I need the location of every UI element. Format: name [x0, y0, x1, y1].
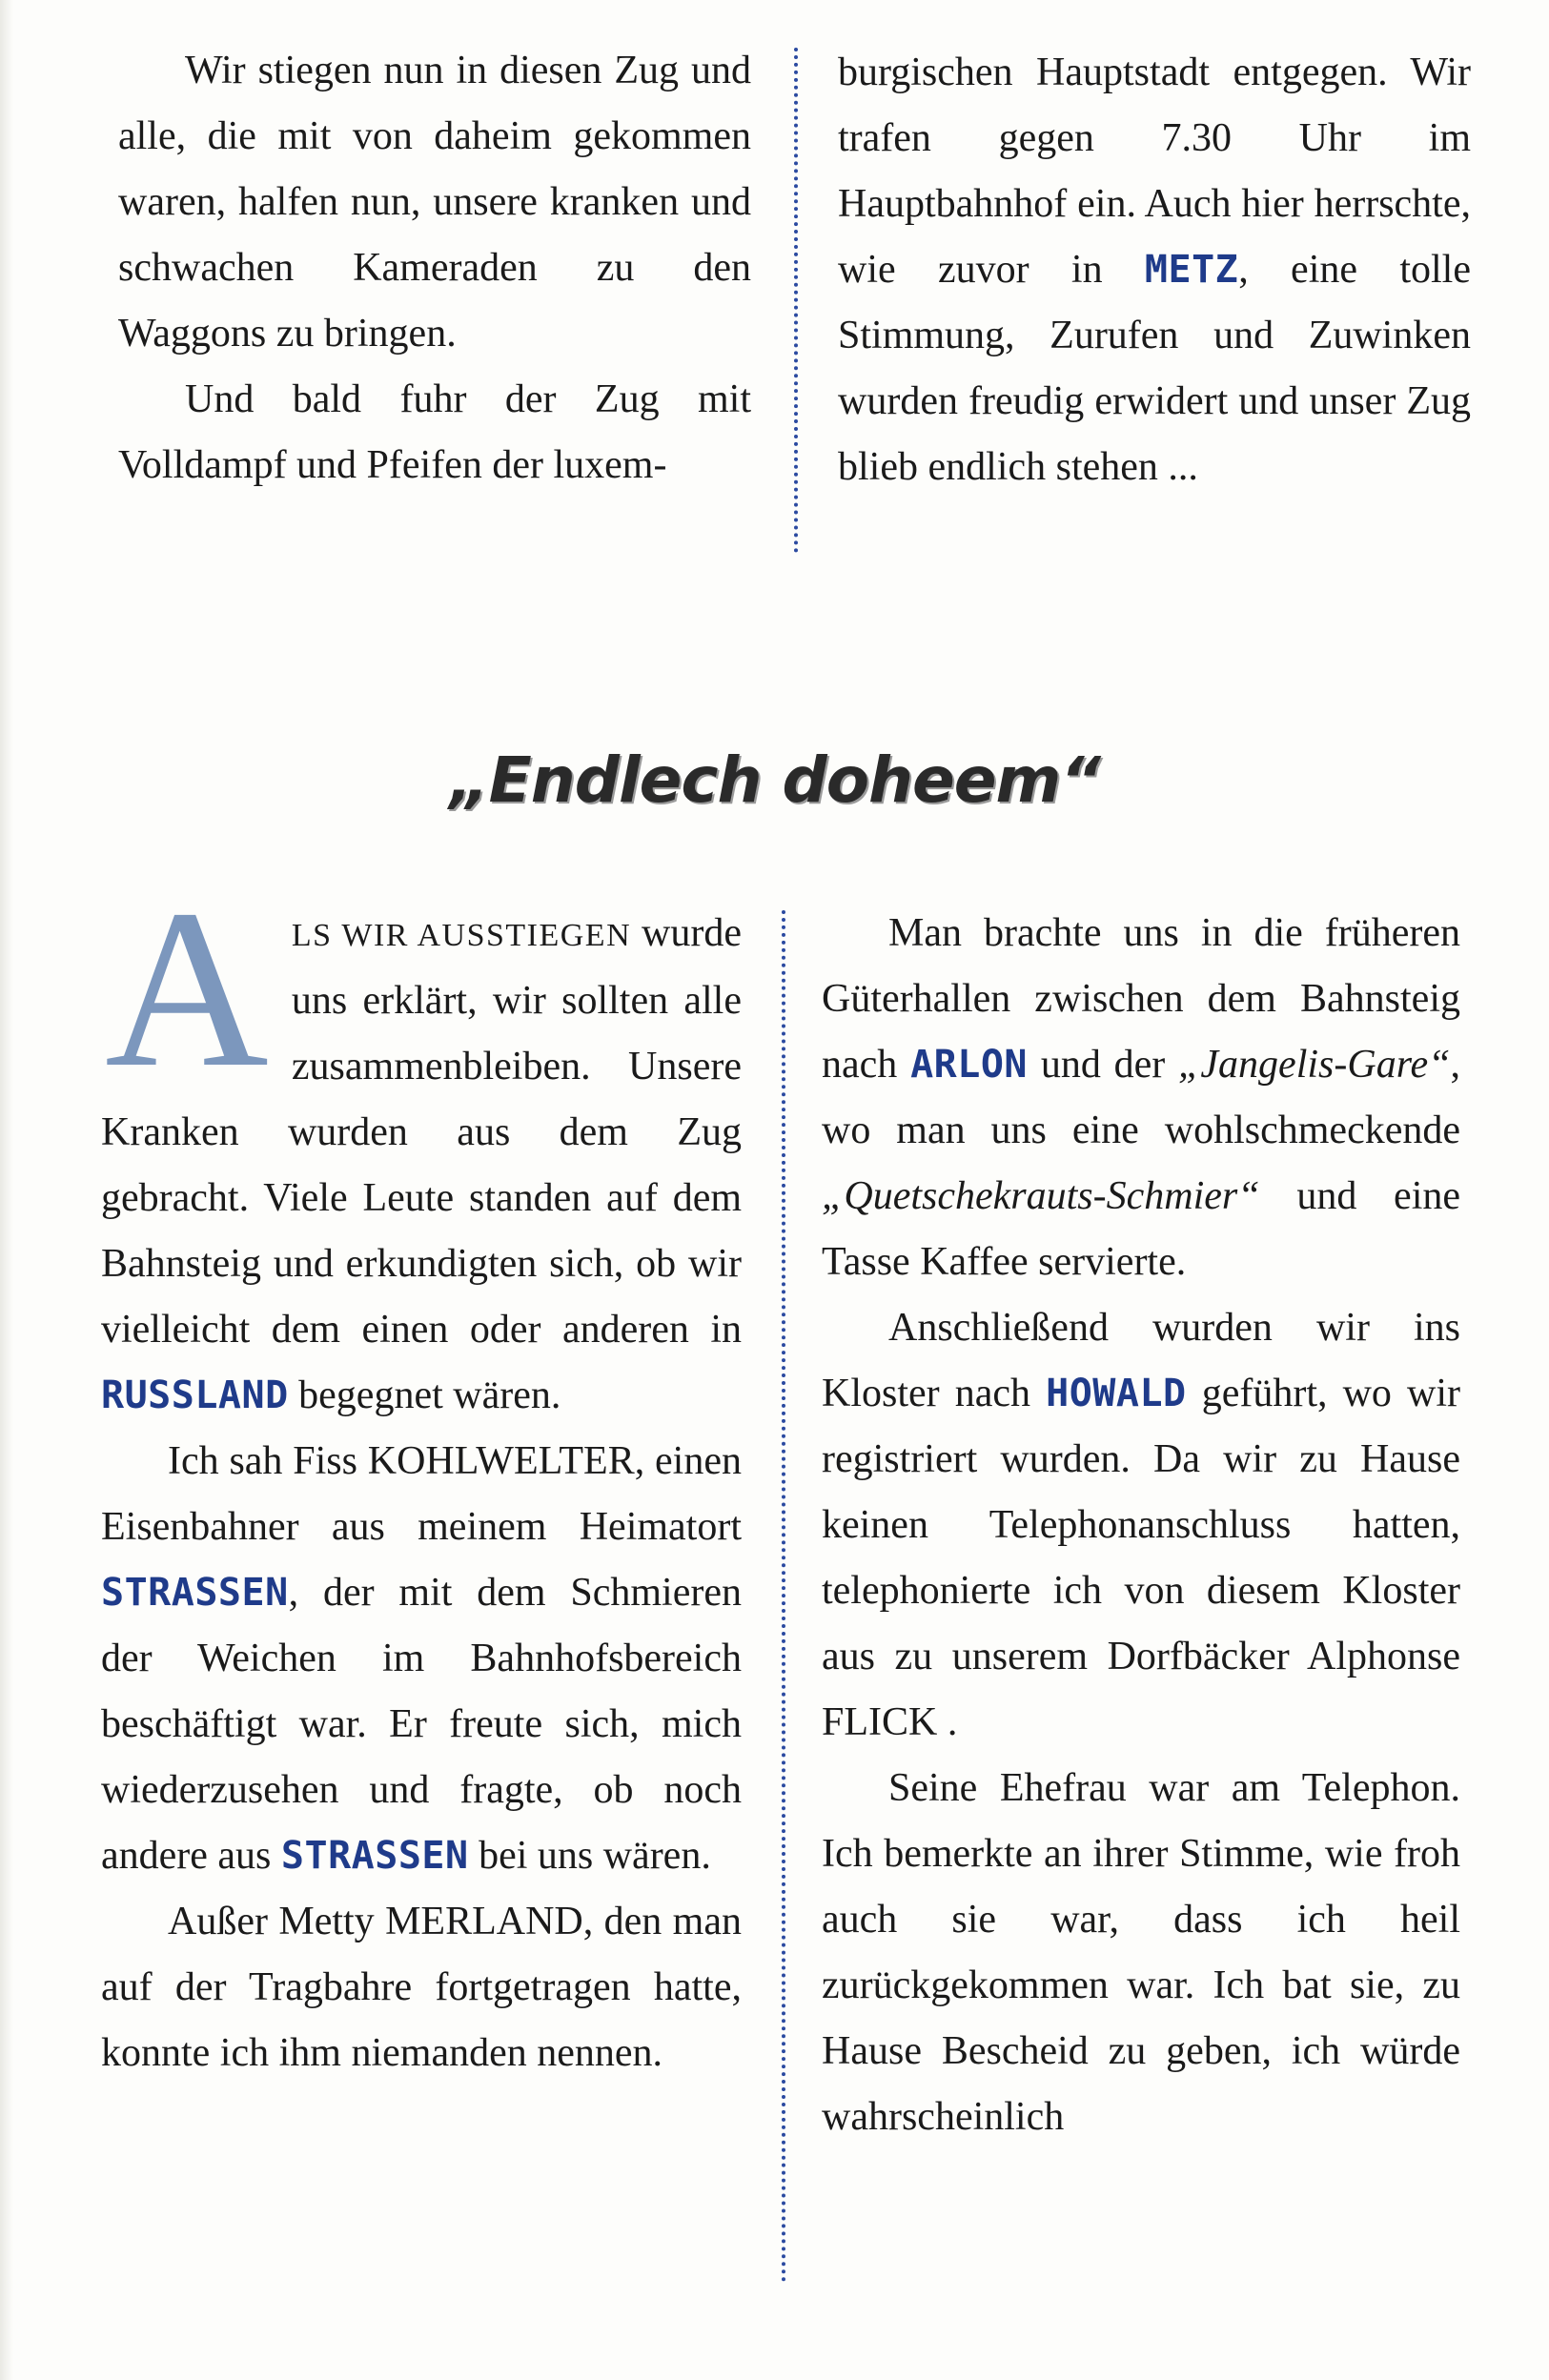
paragraph: Wir stiegen nun in diesen Zug und alle, die mit von daheim gekommen waren, halfen nun, unsere kranken und schwachen Kameraden zu den Waggons zu bringen. [118, 49, 751, 356]
quoted-term: „Quetschekrauts-Schmier“ [822, 1174, 1260, 1218]
column-divider [782, 910, 785, 2283]
text-run: bei uns wären. [468, 1834, 711, 1878]
paragraph [822, 901, 1460, 1295]
paragraph [101, 864, 742, 1429]
paragraph [101, 1429, 742, 1889]
text-run: , eine tolle Stimmung, Zurufen und Zuwinken wurden freudig erwidert und unser Zug blieb endlich stehen ... [838, 248, 1471, 489]
top-right-column [838, 40, 1471, 500]
place-name: METZ [1144, 248, 1239, 292]
text-run: begegnet wären. [288, 1373, 561, 1417]
column-divider [794, 48, 798, 553]
place-name: RUSSLAND [101, 1373, 289, 1417]
small-caps-lead: LS WIR AUSSTIEGEN [291, 918, 632, 953]
text-run: Man brachte uns in die früheren Güterhallen zwischen dem Bahnsteig nach [822, 911, 1460, 1087]
place-name: HOWALD [1046, 1372, 1187, 1415]
paragraph: Und bald fuhr der Zug mit Volldampf und Pfeifen der luxem- [118, 377, 751, 487]
text-run: , der mit dem Schmieren der Weichen im Bahnhofsbereich beschäftigt war. Er freute sich, mich wiederzusehen und fragte, ob noch andere aus [101, 1571, 742, 1878]
page-edge-shadow [0, 0, 13, 2380]
text-run: Ich sah Fiss KOHLWELTER, einen Eisenbahner aus meinem Heimatort [101, 1439, 742, 1549]
drop-cap: A [105, 864, 269, 1114]
paragraph [838, 40, 1471, 500]
paragraph [822, 1295, 1460, 1756]
place-name: STRASSEN [280, 1834, 469, 1878]
bottom-left-column [101, 864, 742, 2086]
paragraph: Außer Metty MERLAND, den man auf der Tragbahre fortgetragen hatte, konnte ich ihm niemanden nennen. [101, 1900, 742, 2075]
paragraph: Seine Ehefrau war am Telephon. Ich bemerkte an ihrer Stimme, wie froh auch sie war, dass ich heil zurückgekommen war. Ich bat sie, zu Hause Bescheid zu geben, ich würde wahrscheinlich [822, 1766, 1460, 2139]
place-name: STRASSEN [101, 1571, 289, 1615]
text-run: wurde uns erklärt, wir sollten alle zusammenbleiben. Unsere Kranken wurden aus dem Zug gebracht. Viele Leute standen auf dem Bahnsteig und erkundigten sich, ob wir vielleicht dem einen oder anderen in [101, 911, 742, 1352]
quoted-term: „Jangelis-Gare“ [1178, 1043, 1451, 1087]
text-run: , wo man uns eine wohlschmeckende [822, 1043, 1460, 1152]
top-left-column [118, 38, 751, 498]
text-run: und eine Tasse Kaffee servierte. [822, 1174, 1460, 1284]
text-run: und der [1028, 1043, 1179, 1087]
text-run: burgischen Hauptstadt entgegen. Wir trafen gegen 7.30 Uhr im Hauptbahnhof ein. Auch hier herrschte, wie zuvor in [838, 51, 1471, 292]
place-name: ARLON [910, 1043, 1029, 1087]
section-heading: „Endlech doheem“ [449, 743, 1100, 817]
text-run: geführt, wo wir registriert wurden. Da wir zu Hause keinen Telephonanschluss hatten, telephonierte ich von diesem Kloster aus zu unserem Dorfbäcker Alphonse FLICK . [822, 1372, 1460, 1744]
text-run: Anschließend wurden wir ins Kloster nach [822, 1306, 1460, 1415]
bottom-right-column [822, 901, 1460, 2150]
